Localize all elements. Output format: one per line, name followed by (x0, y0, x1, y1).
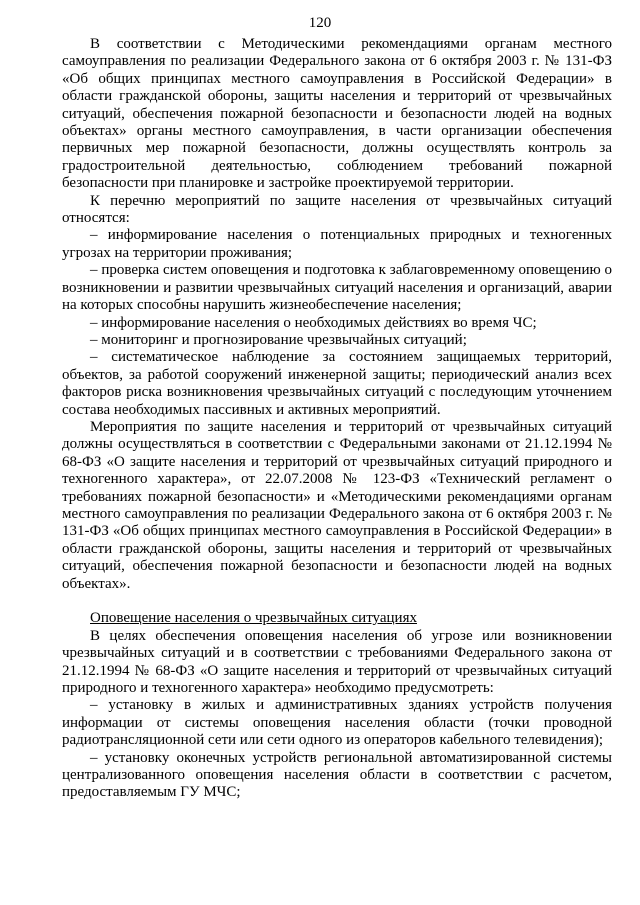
paragraph-warning-purpose: В целях обеспечения оповещения населения об угрозе или возникновении чрезвычайных ситуаций и в соответствии с требованиями Федерального закона от 21.12.1994 № 68-ФЗ «О защите населения и территорий от чрезвычайных ситуаций природного и техногенного характера» необходимо предусмотреть: (62, 627, 612, 697)
paragraph-measures-intro: К перечню мероприятий по защите населения от чрезвычайных ситуаций относятся: (62, 192, 612, 227)
list-item-informing-actions: – информирование населения о необходимых действиях во время ЧС; (90, 314, 537, 331)
list-item-monitoring: – мониторинг и прогнозирование чрезвычайных ситуаций; (90, 331, 467, 348)
page-number: 120 (308, 15, 332, 31)
paragraph-federal-laws: Мероприятия по защите населения и территорий от чрезвычайных ситуаций должны осуществляться в соответствии с Федеральными законами от 21.12.1994 № 68-ФЗ «О защите населения и территорий от чрезвычайных ситуаций природного и техногенного характера», от 22.07.2008 № 123-ФЗ «Технический регламент о требованиях пожарной безопасности» и «Методическими рекомендациями органам местного самоуправления по реализации Федерального закона от 6 октября 2003 г. № 131-ФЗ «Об общих принципах местного самоуправления в Российской Федерации» в области гражданской обороны, защиты населения и территорий от чрезвычайных ситуаций, обеспечения пожарной безопасности и безопасности людей на водных объектах». (62, 418, 612, 592)
document-body (62, 36, 612, 802)
list-item-informing-threats: – информирование населения о потенциальных природных и техногенных угрозах на территории проживания; (62, 227, 612, 261)
section-heading: Оповещение населения о чрезвычайных ситуациях (90, 610, 417, 627)
list-item-terminal-devices: – установку оконечных устройств региональной автоматизированной системы централизованного оповещения населения области в соответствии с расчетом, предоставляемым ГУ МЧС; (62, 749, 612, 801)
list-item-systematic-observation: – систематическое наблюдение за состоянием защищаемых территорий, объектов, за работой сооружений инженерной защиты; периодический анализ всех факторов риска возникновения чрезвычайных ситуаций с последующим уточнением состава необходимых пассивных и активных мероприятий. (62, 349, 612, 418)
list-item-checking-warning-systems: – проверка систем оповещения и подготовка к заблаговременному оповещению о возникновении и развитии чрезвычайных ситуаций населения и организаций, аварии на которых способны нарушить жизнеобеспечение населения; (62, 262, 612, 314)
paragraph-methodical-recommendations: В соответствии с Методическими рекомендациями органам местного самоуправления по реализации Федерального закона от 6 октября 2003 г. № 131-ФЗ «Об общих принципах местного самоуправления в Российской Федерации» в области гражданской обороны, защиты населения и территорий от чрезвычайных ситуаций, обеспечения пожарной безопасности и безопасности людей на водных объектах» органы местного самоуправления, в части организации обеспечения первичных мер пожарной безопасности, должны осуществлять контроль за градостроительной деятельностью, соблюдением требований пожарной безопасности при планировке и застройке проектируемой территории. (62, 36, 612, 192)
list-item-receiving-devices: – установку в жилых и административных зданиях устройств получения информации от системы оповещения населения области (точки проводной радиотрансляционной сети или сети одного из операторов кабельного телевидения); (62, 697, 612, 749)
